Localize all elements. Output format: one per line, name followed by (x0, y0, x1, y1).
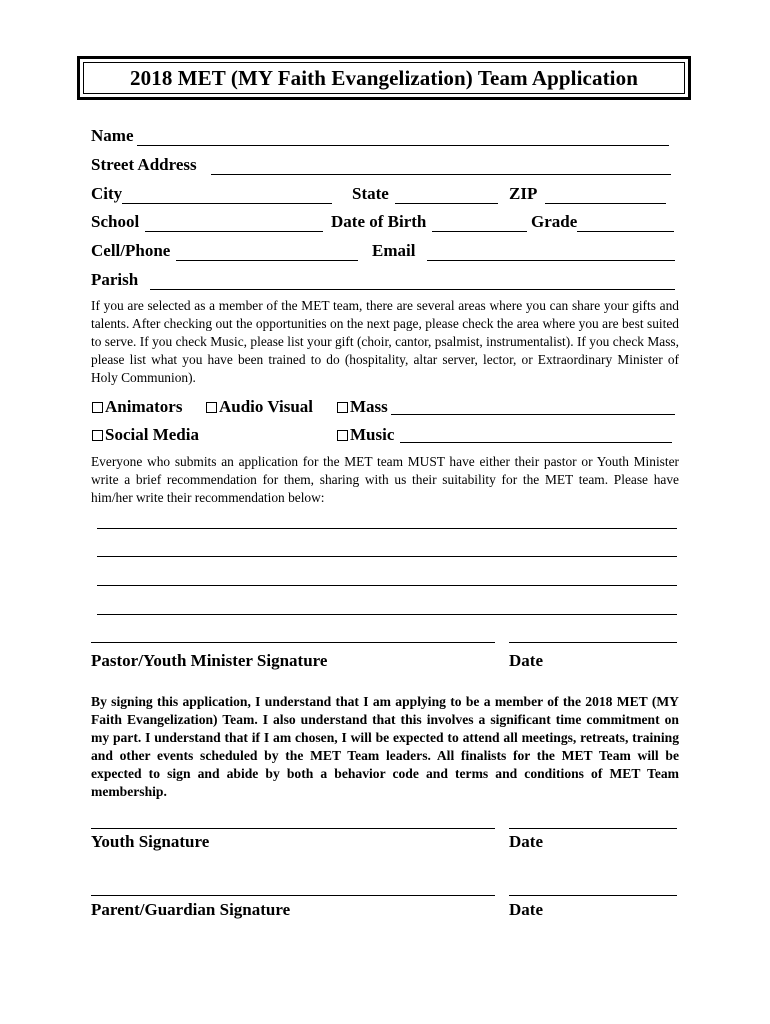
cell-phone-input-line[interactable] (176, 246, 358, 261)
youth-date-label: Date (509, 832, 543, 851)
mass-label: Mass (350, 397, 388, 416)
grade-input-line[interactable] (577, 217, 674, 232)
parent-date-line[interactable] (509, 895, 677, 896)
option-mass[interactable] (337, 397, 675, 417)
grade-label: Grade (531, 212, 578, 231)
parish-label: Parish (91, 270, 139, 289)
street-address-label: Street Address (91, 155, 197, 174)
music-checkbox[interactable] (337, 430, 348, 441)
pastor-signature-line[interactable] (91, 642, 495, 643)
recommendation-line[interactable] (97, 614, 677, 615)
music-label: Music (350, 425, 395, 444)
animators-label: Animators (105, 397, 183, 416)
recommendation-line[interactable] (97, 528, 677, 529)
youth-signature-line[interactable] (91, 828, 495, 829)
zip-input-line[interactable] (545, 189, 666, 204)
zip-field[interactable] (509, 184, 666, 204)
email-field[interactable] (372, 241, 675, 261)
option-music[interactable] (337, 425, 672, 445)
street-address-input-line[interactable] (211, 160, 671, 175)
mass-input-line[interactable] (391, 400, 675, 415)
audio-visual-checkbox[interactable] (206, 402, 217, 413)
youth-date-line[interactable] (509, 828, 677, 829)
title-inner-frame (83, 62, 685, 94)
pastor-signature-label: Pastor/Youth Minister Signature (91, 651, 328, 670)
zip-label: ZIP (509, 184, 538, 203)
option-social-media[interactable] (92, 425, 199, 445)
school-input-line[interactable] (145, 217, 323, 232)
date-of-birth-label: Date of Birth (331, 212, 427, 231)
state-label: State (352, 184, 389, 203)
mass-checkbox[interactable] (337, 402, 348, 413)
agreement-paragraph: By signing this application, I understand that I am applying to be a member of the 2018 MET (MY Faith Evangelization) Team. I also understand that this involves a significant time commitment on my part. I understand that if I am chosen, I will be expected to attend all meetings, retreats, training and other events scheduled by the MET Team leaders. All finalists for the MET Team will be expected to sign and abide by both a behavior code and terms and conditions of MET Team membership. (91, 694, 679, 799)
name-field[interactable] (91, 126, 669, 146)
recommendation-paragraph: Everyone who submits an application for the MET team MUST have either their pastor or Youth Minister write a brief recommendation for them, sharing with us their suitability for the MET team. Please have him/her write their recommendation below: (91, 454, 679, 505)
email-label: Email (372, 241, 416, 260)
city-input-line[interactable] (122, 189, 332, 204)
city-field[interactable] (91, 184, 332, 204)
grade-field[interactable] (531, 212, 674, 232)
animators-checkbox[interactable] (92, 402, 103, 413)
pastor-date-line[interactable] (509, 642, 677, 643)
state-field[interactable] (352, 184, 498, 204)
name-label: Name (91, 126, 134, 145)
recommendation-line[interactable] (97, 585, 677, 586)
date-of-birth-field[interactable] (331, 212, 527, 232)
option-audio-visual[interactable] (206, 397, 313, 417)
parent-signature-line[interactable] (91, 895, 495, 896)
intro-paragraph: If you are selected as a member of the MET team, there are several areas where you can share your gifts and talents. After checking out the opportunities on the next page, please check the area where you are best suited to serve. If you check Music, please list your gift (choir, cantor, psalmist, instrumentalist). If you check Mass, please list what you have been trained to do (hospitality, altar server, lector, or Extraordinary Minister of Holy Communion). (91, 298, 679, 385)
music-input-line[interactable] (400, 428, 672, 443)
social-media-label: Social Media (105, 425, 199, 444)
parent-date-label: Date (509, 900, 543, 919)
state-input-line[interactable] (395, 189, 498, 204)
recommendation-line[interactable] (97, 556, 677, 557)
pastor-date-label: Date (509, 651, 543, 670)
audio-visual-label: Audio Visual (219, 397, 314, 416)
parish-input-line[interactable] (150, 275, 675, 290)
name-input-line[interactable] (137, 131, 669, 146)
cell-phone-label: Cell/Phone (91, 241, 171, 260)
page-title: 2018 MET (MY Faith Evangelization) Team Application (130, 65, 638, 90)
email-input-line[interactable] (427, 246, 675, 261)
school-label: School (91, 212, 140, 231)
date-of-birth-input-line[interactable] (432, 217, 527, 232)
city-label: City (91, 184, 123, 203)
school-field[interactable] (91, 212, 323, 232)
youth-signature-label: Youth Signature (91, 832, 210, 851)
parish-field[interactable] (91, 270, 675, 290)
title-frame (77, 56, 691, 100)
option-animators[interactable] (92, 397, 182, 417)
street-address-field[interactable] (91, 155, 671, 175)
parent-signature-label: Parent/Guardian Signature (91, 900, 291, 919)
cell-phone-field[interactable] (91, 241, 358, 261)
social-media-checkbox[interactable] (92, 430, 103, 441)
